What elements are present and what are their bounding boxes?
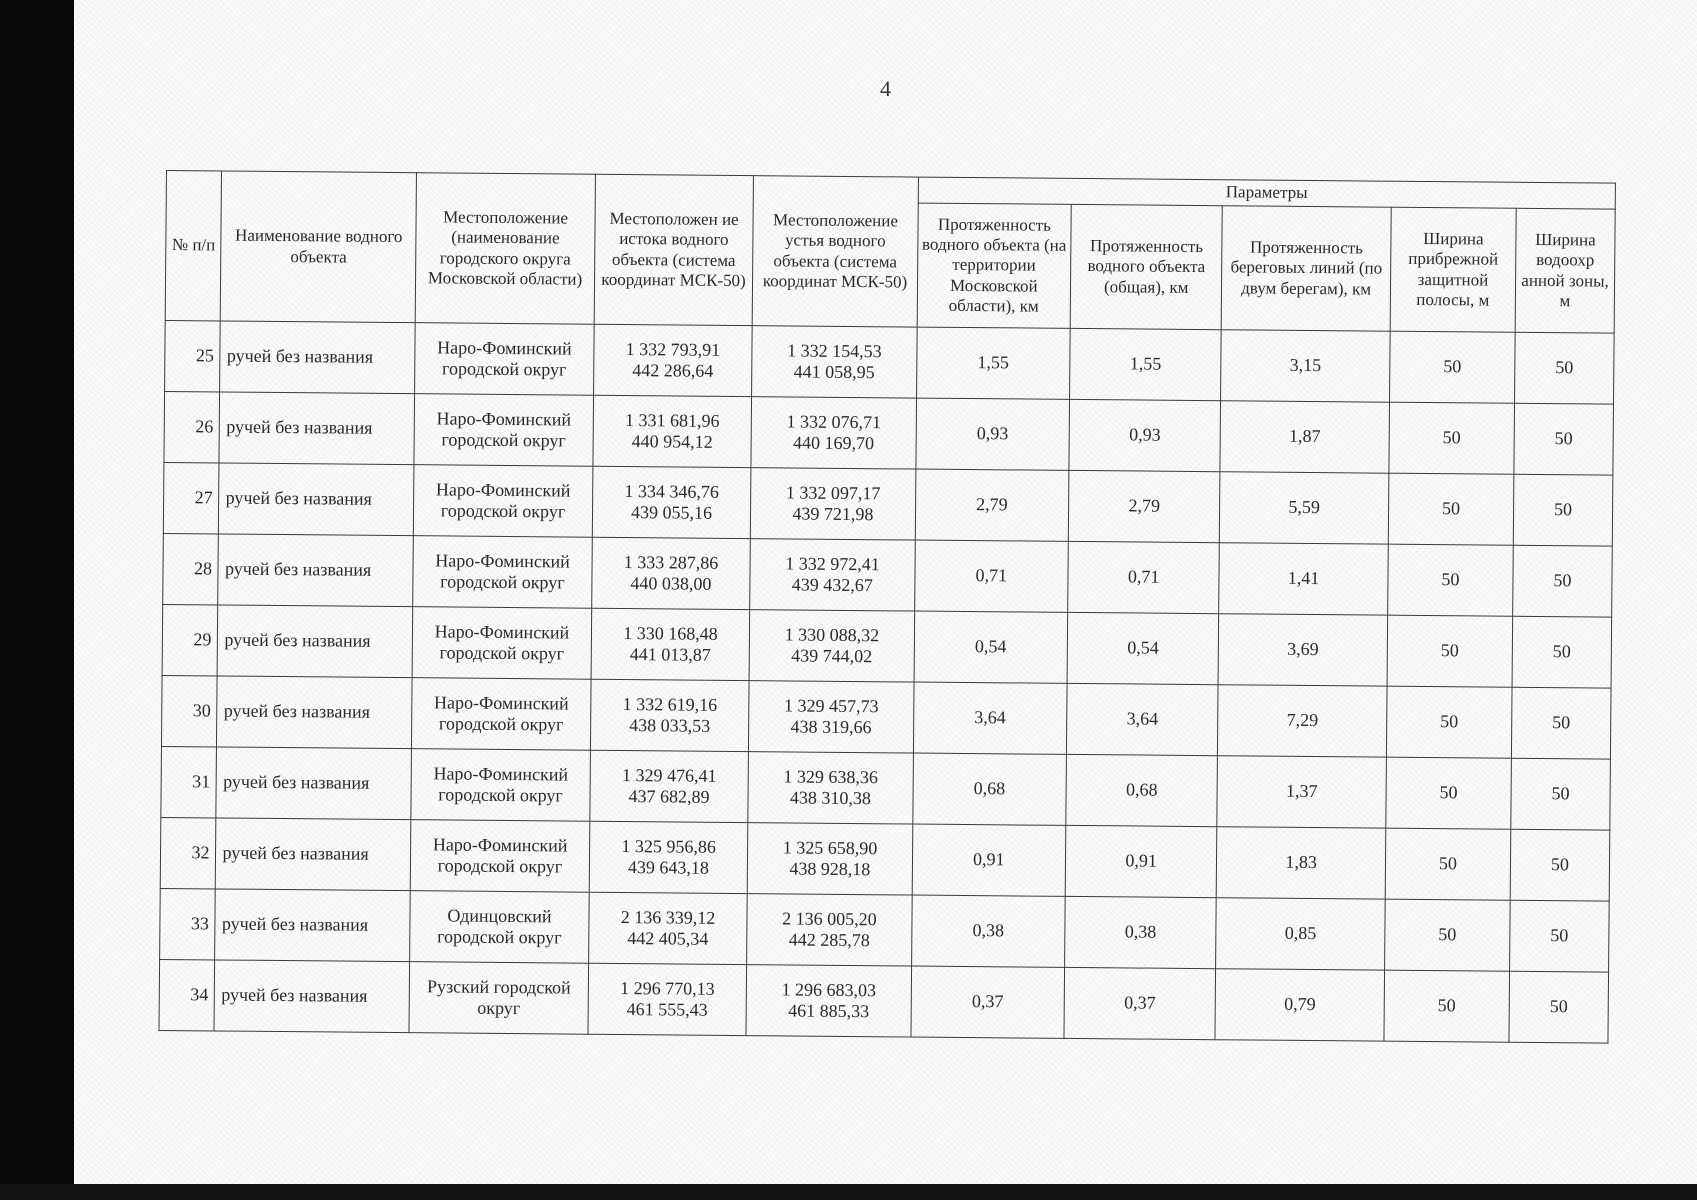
location-cell [414,394,593,467]
location-cell-line: Наро-Фоминский [437,337,572,359]
table-row [163,462,1613,546]
source-coordinates-line: 1 332 619,16 [622,693,718,715]
water-object-name: ручей без названия [219,463,414,536]
water-object-name: ручей без названия [217,676,412,749]
header-location: Местоположение (наименование городского округа Московской области) [415,173,595,325]
source-coordinates [589,821,748,893]
source-coordinates-line: 1 296 770,13 [620,977,715,999]
protection-zone-width-value: 50 [1511,687,1611,759]
mouth-coordinates-line: 2 136 005,20 [782,908,877,929]
length-region-value: 0,71 [914,540,1068,612]
location-cell-line: городской округ [438,784,563,806]
mouth-coordinates-line: 439 432,67 [791,574,873,596]
shoreline-length-value: 1,37 [1217,756,1386,828]
water-object-name: ручей без названия [219,392,414,465]
table-row [161,746,1611,830]
row-number: 34 [159,959,215,1030]
length-total-value: 3,64 [1066,683,1218,755]
source-coordinates-line: 1 325 956,86 [621,835,716,857]
mouth-coordinates-line: 1 332 972,41 [785,553,880,575]
mouth-coordinates-line: 439 744,02 [791,645,873,667]
mouth-coordinates-line: 440 169,70 [792,432,875,454]
water-object-name: ручей без названия [218,605,413,678]
source-coordinates-line: 1 334 346,76 [624,480,720,502]
shoreline-length-value: 7,29 [1218,685,1387,757]
header-source: Местоположен ие истока водного объекта (система координат МСК-50) [594,174,754,325]
header-coastal-strip-width: Ширина прибрежной защитной полосы, м [1390,207,1516,332]
mouth-coordinates [752,326,917,398]
length-total-value: 1,55 [1070,328,1222,400]
page-number: 4 [880,76,891,101]
protection-zone-width-value: 50 [1514,403,1614,475]
mouth-coordinates-line: 1 332 097,17 [785,482,881,504]
location-cell-line: городской округ [438,713,564,735]
location-cell-line: Одинцовский [447,905,552,927]
source-coordinates [593,324,752,396]
table-header [165,171,1615,334]
location-cell [410,891,589,964]
water-object-name: ручей без названия [215,889,410,962]
row-number: 28 [163,533,219,604]
location-cell-line: городской округ [440,571,565,593]
shoreline-length-value: 3,69 [1218,614,1387,686]
source-coordinates [588,963,747,1035]
row-number: 26 [164,391,220,462]
protection-zone-width-value: 50 [1510,900,1610,972]
location-cell-line: городской округ [440,500,566,522]
length-region-value: 3,64 [913,682,1067,754]
source-coordinates [588,892,747,964]
coastal-strip-width-value: 50 [1389,402,1515,474]
source-coordinates [592,466,751,538]
length-region-value: 0,91 [912,824,1066,896]
mouth-coordinates-line: 442 285,78 [788,929,870,951]
source-coordinates-line: 1 332 793,91 [625,338,721,360]
mouth-coordinates-line: 1 296 683,03 [781,979,877,1000]
source-coordinates-line: 439 055,16 [630,502,713,523]
row-number: 33 [160,888,216,959]
water-object-name: ручей без названия [216,818,411,891]
mouth-coordinates [750,539,915,611]
source-coordinates-line: 439 643,18 [627,857,710,878]
length-region-value: 0,68 [912,753,1066,825]
length-total-value: 0,71 [1068,541,1220,613]
table-row [160,888,1610,972]
mouth-coordinates [748,752,913,824]
header-shoreline-length: Протяженность береговых линий (по двум берегам), км [1222,206,1392,331]
mouth-coordinates [749,681,914,753]
table-row [164,391,1614,475]
source-coordinates-line: 1 330 168,48 [623,622,718,644]
mouth-coordinates-line: 439 721,98 [792,503,874,525]
source-coordinates [590,679,749,751]
coastal-strip-width-value: 50 [1386,757,1512,829]
source-coordinates [590,750,749,822]
length-region-value: 0,37 [911,966,1065,1038]
coastal-strip-width-value: 50 [1389,331,1515,403]
source-coordinates-line: 1 329 476,41 [621,764,717,786]
coastal-strip-width-value: 50 [1388,473,1514,545]
protection-zone-width-value: 50 [1512,616,1612,688]
location-cell [412,678,591,751]
location-cell [410,820,589,893]
header-params: Параметры [918,177,1616,209]
row-number: 25 [165,320,221,391]
mouth-coordinates-line: 1 325 658,90 [782,837,878,858]
mouth-coordinates-line: 1 332 076,71 [786,411,882,433]
source-coordinates-line: 440 038,00 [630,573,712,594]
table-row [162,604,1612,688]
mouth-coordinates [749,610,914,682]
location-cell-line: Наро-Фоминский [436,408,572,430]
mouth-coordinates-line: 1 330 088,32 [784,624,880,646]
shoreline-length-value: 0,85 [1216,898,1385,970]
location-cell-line: Наро-Фоминский [434,621,570,643]
protection-zone-width-value: 50 [1510,829,1610,901]
location-cell [413,536,592,609]
mouth-coordinates [751,468,916,540]
location-cell-line: Наро-Фоминский [432,834,568,856]
source-coordinates-line: 442 405,34 [627,928,709,949]
location-cell [414,465,593,538]
water-object-name: ручей без названия [216,747,411,820]
location-cell [415,323,594,396]
header-protection-zone-width: Ширина водоохр анной зоны, м [1515,208,1615,333]
shoreline-length-value: 0,79 [1215,969,1384,1041]
header-length-total: Протяженность водного объекта (общая), км [1070,204,1222,329]
shoreline-length-value: 1,41 [1219,543,1388,615]
location-cell-line: городской округ [439,642,565,664]
shoreline-length-value: 1,83 [1217,827,1386,899]
length-region-value: 1,55 [916,327,1070,399]
row-number: 32 [160,817,216,888]
protection-zone-width-value: 50 [1515,332,1615,404]
source-coordinates-line: 461 555,43 [626,999,708,1020]
shoreline-length-value: 5,59 [1220,472,1389,544]
length-total-value: 0,38 [1065,896,1217,968]
mouth-coordinates-line: 1 329 457,73 [783,695,879,717]
water-objects-table [158,170,1615,1044]
row-number: 29 [162,604,218,675]
mouth-coordinates [751,397,916,469]
shoreline-length-value: 1,87 [1220,401,1389,473]
mouth-coordinates [747,823,912,895]
row-number: 27 [163,462,219,533]
mouth-coordinates-line: 438 319,66 [790,716,872,738]
protection-zone-width-value: 50 [1513,545,1613,617]
length-total-value: 0,91 [1065,825,1217,897]
shoreline-length-value: 3,15 [1221,330,1390,402]
location-cell [411,749,590,822]
source-coordinates-line: 438 033,53 [629,715,711,736]
table-row [163,533,1613,617]
table-row [161,675,1611,759]
coastal-strip-width-value: 50 [1388,544,1514,616]
location-cell-line: Наро-Фоминский [435,479,571,501]
coastal-strip-width-value: 50 [1385,828,1511,900]
water-object-name: ручей без названия [214,960,409,1033]
length-region-value: 0,38 [911,895,1065,967]
table-row [165,320,1615,404]
mouth-coordinates-line: 438 310,38 [789,787,872,809]
row-number: 30 [161,675,217,746]
coastal-strip-width-value: 50 [1386,686,1512,758]
document-page [74,0,1697,1184]
mouth-coordinates-line: 1 329 638,36 [783,766,879,788]
source-coordinates [592,537,751,609]
location-cell [409,962,588,1035]
source-coordinates [593,395,752,467]
scan-bottom-edge [0,1184,1697,1200]
source-coordinates-line: 441 013,87 [629,644,711,665]
mouth-coordinates [747,894,912,966]
mouth-coordinates-line: 438 928,18 [789,858,871,880]
mouth-coordinates-line: 461 885,33 [788,1000,870,1022]
mouth-coordinates-line: 441 058,95 [793,361,875,383]
coastal-strip-width-value: 50 [1384,970,1510,1042]
water-object-name: ручей без названия [218,534,413,607]
location-cell-line: городской округ [441,429,566,451]
length-total-value: 0,93 [1069,399,1221,471]
length-region-value: 0,93 [916,398,1070,470]
water-object-name: ручей без названия [220,321,415,394]
location-cell [412,607,591,680]
header-mouth: Местоположение устья водного объекта (система координат МСК-50) [752,176,918,327]
source-coordinates-line: 1 333 287,86 [623,551,719,573]
source-coordinates-line: 1 331 681,96 [625,409,720,431]
scan-left-edge [0,0,74,1200]
location-cell-line: Наро-Фоминский [434,692,569,714]
table-row [160,817,1610,901]
source-coordinates [591,608,750,680]
table-body [159,320,1614,1043]
protection-zone-width-value: 50 [1511,758,1611,830]
length-total-value: 0,68 [1066,754,1218,826]
row-number: 31 [161,746,217,817]
header-name: Наименование водного объекта [221,171,417,323]
source-coordinates-line: 440 954,12 [631,431,713,452]
length-total-value: 2,79 [1068,470,1220,542]
length-total-value: 0,37 [1064,967,1216,1039]
protection-zone-width-value: 50 [1509,971,1609,1043]
table-row [159,959,1609,1043]
source-coordinates-line: 437 682,89 [628,786,710,807]
location-cell-line: Наро-Фоминский [435,550,570,572]
coastal-strip-width-value: 50 [1387,615,1513,687]
protection-zone-width-value: 50 [1513,474,1613,546]
length-region-value: 2,79 [915,469,1069,541]
header-num: № п/п [165,171,222,321]
source-coordinates-line: 442 286,64 [632,360,714,381]
coastal-strip-width-value: 50 [1384,899,1510,971]
mouth-coordinates-line: 1 332 154,53 [787,340,882,362]
length-total-value: 0,54 [1067,612,1219,684]
location-cell-line: Наро-Фоминский [433,763,569,785]
location-cell-line: городской округ [441,358,567,380]
location-cell-line: Рузский городской [426,976,571,998]
header-length-region: Протяженность водного объекта (на территории Московской области), км [917,203,1071,328]
location-cell-line: городской округ [437,926,562,948]
source-coordinates-line: 2 136 339,12 [620,906,716,928]
length-region-value: 0,54 [914,611,1068,683]
mouth-coordinates [746,965,911,1037]
location-cell-line: округ [477,997,521,1019]
location-cell-line: городской округ [437,855,563,877]
